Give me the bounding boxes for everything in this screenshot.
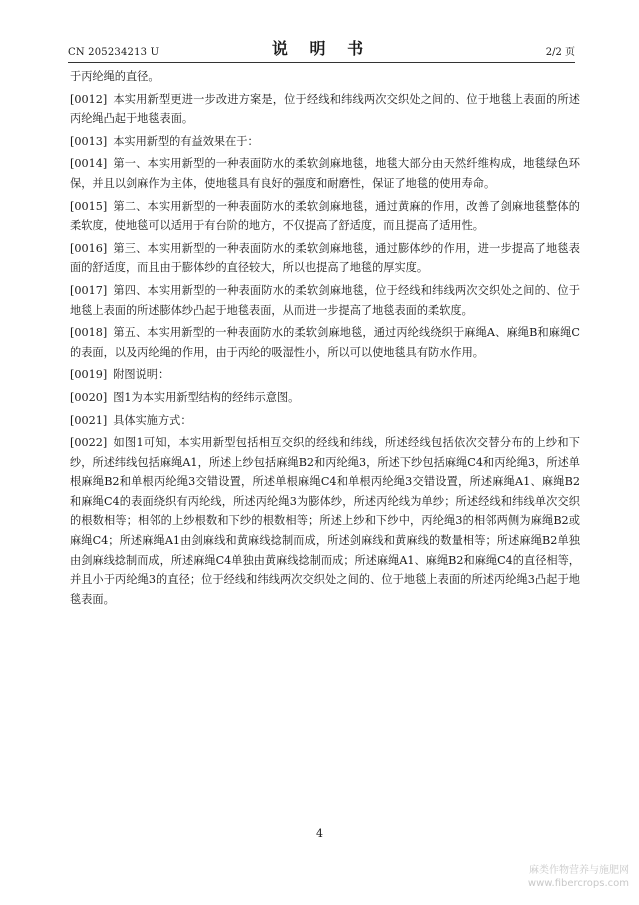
paragraph-0014 — [70, 154, 580, 193]
watermark — [528, 864, 629, 890]
document-header — [68, 36, 575, 63]
paragraph-number: [0017] — [70, 283, 108, 297]
paragraph-text: 第三、本实用新型的一种表面防水的柔软剑麻地毯，通过膨体纱的作用，进一步提高了地毯表面的舒适度，而且由于膨体纱的直径较大，所以也提高了地毯的厚实度。 — [70, 241, 580, 275]
watermark-url: www.fibercrops.com — [527, 878, 629, 889]
paragraph-0012 — [70, 90, 580, 129]
continued-text: 于丙纶绳的直径。 — [70, 70, 160, 83]
paragraph-text: 本实用新型更进一步改进方案是，位于经线和纬线两次交织处之间的、位于地毯上表面的所述丙纶绳凸起于地毯表面。 — [70, 92, 580, 126]
paragraph-0019 — [70, 365, 580, 385]
document-body — [70, 67, 580, 612]
paragraph-number: [0015] — [70, 199, 108, 213]
paragraph-text: 附图说明： — [113, 368, 170, 382]
paragraph-number: [0020] — [70, 390, 108, 404]
paragraph-number: [0019] — [70, 368, 108, 382]
paragraph-text: 如图1可知，本实用新型包括相互交织的经线和纬线，所述经线包括依次交替分布的上纱和下纱，所述纬线包括麻绳A1，所述上纱包括麻绳B2和丙纶绳3，所述下纱包括麻绳C4和丙纶绳3，所述单根麻绳B2和单根丙纶绳3交错设置，所述单根麻绳C4和单根丙纶绳3交错设置，所述麻绳A1、麻绳B2和麻绳C4的表面绕织有丙纶线，所述丙纶绳3为膨体纱，所述丙纶线为单纱；所述经线和纬线单次交织的根数相等；相邻的上纱根数和下纱的根数相等；所述上纱和下纱中，丙纶绳3的相邻两侧为麻绳B2或麻绳C4；所述麻绳A1由剑麻线和黄麻线捻制而成，所述剑麻线和黄麻线的数量相等；所述麻绳B2单独由剑麻线捻制而成，所述麻绳C4单独由黄麻线捻制而成；所述麻绳A1、麻绳B2和麻绳C4的直径相等，并且小于丙纶绳3的直径；位于经线和纬线两次交织处之间的、位于地毯上表面的所述丙纶绳3凸起于地毯表面。 — [70, 436, 580, 606]
paragraph-number: [0016] — [70, 241, 108, 255]
paragraph-number: [0018] — [70, 326, 108, 340]
paragraph-number: [0014] — [70, 157, 108, 171]
paragraph-text: 第二、本实用新型的一种表面防水的柔软剑麻地毯，通过黄麻的作用，改善了剑麻地毯整体的柔软度，使地毯可以适用于有台阶的地方，不仅提高了舒适度，而且提高了适用性。 — [70, 199, 580, 233]
paragraph-0016 — [70, 239, 580, 278]
document-title: 说 明 书 — [271, 39, 372, 58]
page-indicator: 2/2 页 — [545, 47, 575, 58]
paragraph-number: [0021] — [70, 413, 108, 427]
paragraph-number: [0013] — [70, 134, 108, 148]
paragraph-0022 — [70, 433, 580, 609]
paragraph-number: [0022] — [70, 436, 108, 450]
watermark-site-name: 麻类作物营养与施肥网 — [529, 865, 629, 876]
paragraph-0020 — [70, 388, 580, 408]
paragraph-0018 — [70, 323, 580, 362]
paragraph-text: 第五、本实用新型的一种表面防水的柔软剑麻地毯，通过丙纶线绕织于麻绳A、麻绳B和麻绳C的表面，以及丙纶绳的作用，由于丙纶的吸湿性小，所以可以使地毯具有防水作用。 — [70, 326, 580, 359]
paragraph-0021 — [70, 411, 580, 431]
paragraph-text: 具体实施方式： — [113, 413, 192, 427]
paragraph-text: 第一、本实用新型的一种表面防水的柔软剑麻地毯，地毯大部分由天然纤维构成，地毯绿色环保，并且以剑麻作为主体，使地毯具有良好的强度和耐磨性，保证了地毯的使用寿命。 — [70, 157, 580, 190]
paragraph-0017 — [70, 281, 580, 320]
paragraph-text: 本实用新型的有益效果在于： — [113, 134, 259, 148]
paragraph-text: 图1为本实用新型结构的经纬示意图。 — [113, 390, 300, 404]
page-number: 4 — [316, 827, 323, 840]
paragraph-0013 — [70, 132, 580, 152]
paragraph-number: [0012] — [70, 92, 108, 106]
paragraph-text: 第四、本实用新型的一种表面防水的柔软剑麻地毯，位于经线和纬线两次交织处之间的、位于地毯上表面的所述膨体纱凸起于地毯表面，从而进一步提高了地毯表面的柔软度。 — [70, 283, 580, 317]
publication-number: CN 205234213 U — [68, 47, 160, 58]
paragraph-0015 — [70, 197, 580, 236]
